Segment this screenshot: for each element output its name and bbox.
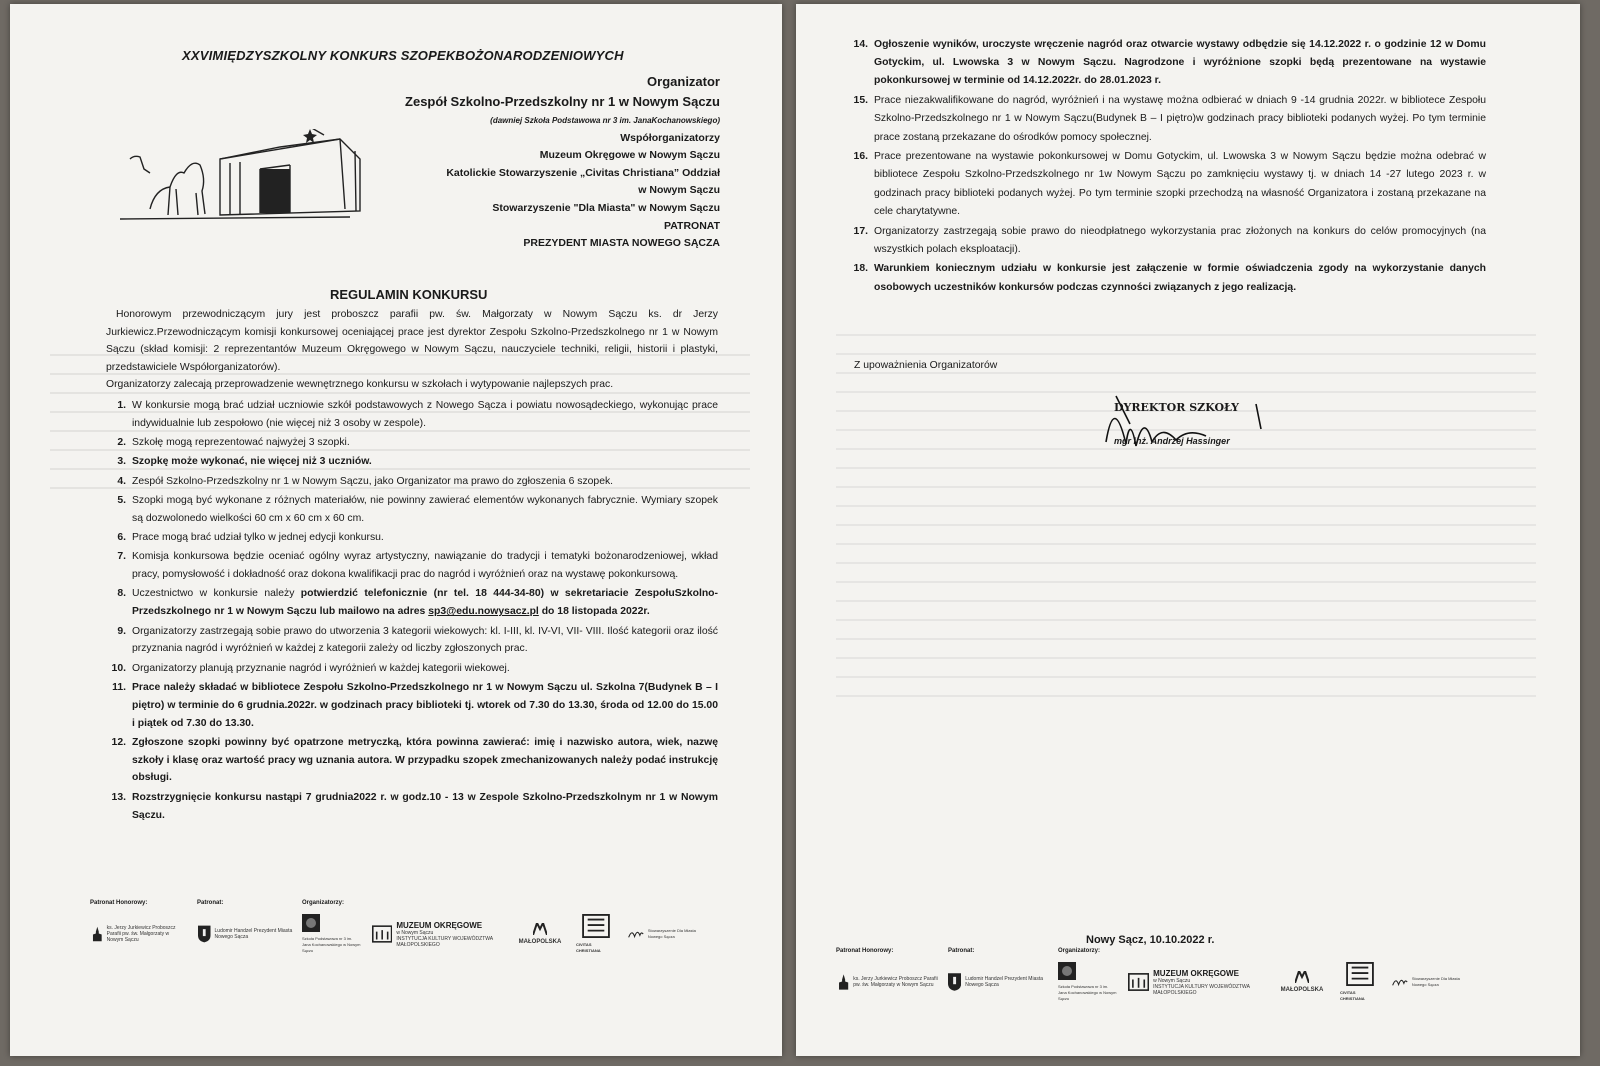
school-emblem-icon	[1058, 962, 1076, 980]
museum-name: MUZEUM OKRĘGOWE	[396, 920, 483, 930]
patronage-footer-label: Patronat:	[948, 948, 975, 954]
school-emblem-icon	[302, 914, 320, 932]
coorganizer-civitas: Katolickie Stowarzyszenie „Civitas Christiana” Oddział	[446, 166, 720, 179]
museum-subtitle: INSTYTUCJA KULTURY WOJEWÓDZTWA MAŁOPOLSKIEGO	[396, 935, 493, 948]
rule-item	[106, 473, 718, 491]
civitas-icon	[581, 914, 611, 938]
civitas-text: CIVITAS CHRISTIANA	[576, 942, 601, 953]
rule-number: 14.	[853, 39, 868, 50]
rule-text-bold: potwierdzić telefonicznie (nr tel. 18 444-34-80) w sekretariacie ZespołuSzkolno-Przedszkolnego nr 1 w Nowym Sączu lub mailowo na adres	[132, 588, 718, 618]
rule-item-registration	[106, 585, 718, 621]
school-logo	[1058, 962, 1118, 1002]
page-left	[10, 4, 782, 1056]
rule-number: 8.	[117, 588, 126, 600]
rule-number: 13.	[111, 791, 126, 803]
rule-text: Szopkę może wykonać, nie więcej niż 3 uczniów.	[132, 456, 372, 468]
organizers-footer-label: Organizatorzy:	[302, 900, 345, 906]
priest-name: ks. Jerzy Jurkiewicz Proboszcz Parafii pw. św. Małgorzaty w Nowym Sączu	[853, 976, 938, 988]
rule-item	[106, 623, 718, 659]
rule-number: 10.	[111, 662, 126, 674]
jury-paragraph: Honorowym przewodniczącym jury jest proboszcz parafii pw. św. Małgorzaty w Nowym Sączu ks. dr Jerzy Jurkiewicz.Przewodniczącym komisji konkursowej oceniającej prace jest dyrektor Zespołu Szkolno-Przedszkolnego nr 1 w Nowym Sączu (skład komisji: 2 reprezentantów Muzeum Okręgowego w Nowym Sączu, nauczyciele techniki, religii, historii i plastyki, przedstawiciele Współorganizatorów).	[106, 309, 718, 373]
rule-item	[106, 434, 718, 452]
civitas-text: CIVITAS CHRISTIANA	[1340, 990, 1365, 1001]
rule-number: 11.	[112, 681, 126, 693]
church-logo	[92, 914, 187, 954]
signatory-name: mgr inż. Andrzej Hassinger	[1114, 436, 1230, 446]
dla-miasta-text: Stowarzyszenie Dla Miasta Nowego Sącza	[1411, 976, 1460, 987]
museum-city: w Nowym Sączu	[1153, 977, 1191, 984]
rule-number: 2.	[117, 437, 126, 449]
regulations-title: REGULAMIN KONKURSU	[330, 287, 488, 302]
rule-number: 6.	[117, 532, 126, 544]
rule-text: Organizatorzy zastrzegają sobie prawo do nieodpłatnego wykorzystania prac złożonych na konkurs do celów promocyjnych (na wszystkich polach eksploatacji).	[874, 225, 1486, 255]
organizer-label: Organizator	[647, 74, 720, 89]
museum-city: w Nowym Sączu	[396, 929, 434, 936]
rule-item	[848, 260, 1486, 296]
rule-number: 5.	[117, 494, 126, 506]
church-logo	[838, 962, 938, 1002]
rule-item	[848, 223, 1486, 259]
civitas-logo	[1340, 962, 1380, 1002]
rule-item	[106, 529, 718, 547]
rule-item	[106, 679, 718, 732]
nativity-stable-illustration	[110, 129, 370, 229]
rule-text: Organizatorzy planują przyznanie nagród i wyróżnień w każdej kategorii wiekowej.	[132, 662, 510, 674]
school-name: Szkoła Podstawowa nr 3 im. Jana Kochanowskiego w Nowym Sączu	[1058, 984, 1117, 1001]
rule-text: Zespół Szkolno-Przedszkolny nr 1 w Nowym Sączu, jako Organizator ma prawo do zgłoszenia 6 szopek.	[132, 475, 614, 487]
crest-icon	[948, 970, 961, 994]
crest-icon	[198, 922, 211, 946]
church-icon	[838, 967, 849, 997]
rule-text: Organizatorzy zastrzegają sobie prawo do utworzenia 3 kategorii wiekowych: kl. I-III, kl. IV-VI, VII- VIII. Ilość kategorii oraz ilość przyznania nagród i wyróżnień w każdej z kategorii zależy od liczby zgłoszonych prac.	[132, 625, 718, 655]
rule-item	[848, 36, 1486, 91]
malopolska-logo	[510, 914, 570, 954]
coorganizer-museum: Muzeum Okręgowe w Nowym Sączu	[539, 149, 720, 162]
recommendation-paragraph: Organizatorzy zalecają przeprowadzenie wewnętrznego konkursu w szkołach i wytypowanie najlepszych prac.	[106, 379, 614, 391]
rule-number: 9.	[117, 625, 126, 637]
rules-list-right	[848, 36, 1486, 298]
honorary-patronage-label: Patronat Honorowy:	[836, 948, 894, 954]
coorganizer-civitas-city: w Nowym Sączu	[638, 184, 720, 197]
contact-email-link[interactable]: sp3@edu.nowysacz.pl	[428, 606, 539, 618]
president-name: Ludomir Handzel Prezydent Miasta Nowego Sącza	[214, 928, 293, 940]
patronage-name: PREZYDENT MIASTA NOWEGO SĄCZA	[523, 237, 720, 250]
rule-number: 3.	[117, 456, 126, 468]
rule-text: Szopki mogą być wykonane z różnych materiałów, nie powinny zawierać elementów wykonanych fabrycznie. Wymiary szopek są dozwolonedo wielkości 60 cm x 60 cm x 60 cm.	[132, 494, 718, 524]
malopolska-text: MAŁOPOLSKA	[518, 939, 562, 945]
rule-text-deadline: do 18 listopada 2022r.	[538, 606, 650, 618]
museum-subtitle: INSTYTUCJA KULTURY WOJEWÓDZTWA MAŁOPOLSKIEGO	[1153, 983, 1250, 996]
rule-number: 18.	[853, 263, 868, 275]
patronage-footer-label: Patronat:	[197, 900, 224, 906]
rule-number: 7.	[117, 551, 126, 563]
city-crest-logo	[948, 962, 1048, 1002]
museum-name: MUZEUM OKRĘGOWE	[1153, 968, 1239, 978]
rule-item	[848, 148, 1486, 221]
rule-item	[106, 397, 718, 433]
signature	[1096, 384, 1266, 474]
rule-item	[848, 92, 1486, 147]
signature-title: DYREKTOR SZKOŁY	[1114, 401, 1239, 414]
rule-text: Szkołę mogą reprezentować najwyżej 3 szopki.	[132, 437, 350, 449]
rule-text: Zgłoszone szopki powinny być opatrzone metryczką, która powinna zawierać: imię i nazwisko autora, wiek, nazwę szkoły i klasę oraz wartość pracy wg uznania autora. W przypadku szopek zmechanizowanych należy podać instrukcję obsługi.	[132, 736, 718, 784]
rules-list-left	[106, 397, 718, 826]
rule-item	[106, 453, 718, 471]
authorization-line: Z upoważnienia Organizatorów	[854, 360, 998, 371]
civitas-logo	[576, 914, 616, 954]
rule-number: 4.	[117, 475, 126, 487]
rule-number: 15.	[853, 95, 868, 107]
rule-text	[132, 585, 718, 621]
rule-text: Prace mogą brać udział tylko w jednej edycji konkursu.	[132, 532, 384, 544]
rule-text: Prace prezentowane na wystawie pokonkursowej w Domu Gotyckim, ul. Lwowska 3 w Nowym Sączu będzie można odebrać w bibliotece Zespołu Szkolno-Przedszkolnego nr 1w Nowym Sączu po zamknięciu wystawy tj. w dniach 14 -27 lutego 2023 r. w godzinach pracy biblioteki podanych wyżej. Po tym terminie szopki przechodzą na własność Organizatora i zostaną przekazane na cele charytatywne.	[874, 151, 1486, 217]
museum-logo	[372, 914, 507, 954]
rule-item	[106, 789, 718, 825]
museum-icon	[1128, 971, 1149, 993]
malopolska-icon	[1295, 971, 1309, 983]
malopolska-logo	[1272, 962, 1332, 1002]
museum-icon	[372, 923, 392, 945]
rule-item	[106, 734, 718, 787]
dla-miasta-logo	[628, 914, 698, 954]
page-right	[796, 4, 1580, 1056]
dla-miasta-text: Stowarzyszenie Dla Miasta Nowego Sącza	[647, 928, 696, 939]
malopolska-icon	[533, 923, 547, 935]
city-crest-logo	[198, 914, 293, 954]
rule-item	[106, 492, 718, 528]
rule-text: Prace należy składać w bibliotece Zespołu Szkolno-Przedszkolnego nr 1 w Nowym Sączu ul. Szkolna 7(Budynek B – I piętro) w terminie do 6 grudnia.2022r. w godzinach pracy biblioteki tj. wtorek od 7.30 do 13.30, środa od 12.00 do 15.00 i piątek od 7.30 do 13.30.	[132, 681, 718, 729]
malopolska-text: MAŁOPOLSKA	[1280, 987, 1324, 993]
church-icon	[92, 919, 103, 949]
rule-number: 17.	[853, 225, 868, 237]
rule-text-part: Uczestnictwo w konkursie należy	[132, 588, 301, 600]
rule-text: Komisja konkursowa będzie oceniać ogólny wyraz artystyczny, nawiązanie do tradycji i tematyki bożonarodzeniowej, wkład pracy, pomysłowość i dokładność oraz dokona kwalifikacji prac do nagród i wyróżnień oraz na wystawę pokonkursową.	[132, 551, 718, 581]
organizers-block	[405, 72, 720, 253]
rule-number: 1.	[117, 400, 126, 411]
school-name: Szkoła Podstawowa nr 3 im. Jana Kochanowskiego w Nowym Sączu	[302, 936, 361, 953]
rule-item	[106, 660, 718, 678]
priest-name: ks. Jerzy Jurkiewicz Proboszcz Parafii pw. św. Małgorzaty w Nowym Sączu	[106, 925, 176, 943]
place-and-date: Nowy Sącz, 10.10.2022 r.	[1086, 934, 1215, 946]
museum-logo	[1128, 962, 1268, 1002]
rule-text: Warunkiem koniecznym udziału w konkursie jest załączenie w formie oświadczenia zgody na wykorzystanie danych osobowych uczestników konkursów podczas czynności związanych z jego realizacją.	[874, 263, 1486, 293]
organizers-footer-label: Organizatorzy:	[1058, 948, 1101, 954]
organizer-former-name: (dawniej Szkoła Podstawowa nr 3 im. JanaKochanowskiego)	[490, 116, 720, 125]
signature-logo-icon	[1392, 972, 1408, 992]
footer-logos-left	[90, 900, 710, 970]
intro-paragraph	[106, 306, 718, 394]
coorganizers-label: Współorganizatorzy	[620, 131, 720, 144]
contest-title: XXVIMIĘDZYSZKOLNY KONKURS SZOPEKBOŻONARODZENIOWYCH	[182, 48, 624, 63]
rule-text: Prace niezakwalifikowane do nagród, wyróżnień i na wystawę można odbierać w dniach 9 -14 grudnia 2022r. w bibliotece Zespołu Szkolno-Przedszkolnego nr 1 w Nowym Sączu(Budynek B – I piętro)w godzinach pracy biblioteki podanych wyżej. Po tym terminie prace zostaną przekazane do ośrodków pomocy społecznej.	[874, 95, 1486, 143]
school-logo	[302, 914, 362, 954]
civitas-icon	[1345, 962, 1375, 986]
rule-number: 12.	[111, 736, 126, 748]
organizer-name: Zespół Szkolno-Przedszkolny nr 1 w Nowym Sączu	[405, 94, 720, 109]
rule-text: Rozstrzygnięcie konkursu nastąpi 7 grudnia2022 r. w godz.10 - 13 w Zespole Szkolno-Przedszkolnym nr 1 w Nowym Sączu.	[132, 791, 718, 821]
patronage-label: PATRONAT	[664, 219, 720, 232]
rule-text: W konkursie mogą brać udział uczniowie szkół podstawowych z Nowego Sącza i powiatu nowosądeckiego, wykonując prace indywidualnie lub zespołowo (nie więcej niż 3 osoby w zespole).	[132, 400, 718, 429]
footer-logos-right	[836, 948, 1460, 1018]
rule-number: 16.	[853, 151, 868, 163]
rule-text: Ogłoszenie wyników, uroczyste wręczenie nagród oraz otwarcie wystawy odbędzie się 14.12.2022 r. o godzinie 12 w Domu Gotyckim, ul. Lwowska 3 w Nowym Sączu. Nagrodzone i wyróżnione szopki będą prezentowane na wystawie pokonkursowej w terminie od 14.12.2022r. do 28.01.2023 r.	[874, 39, 1486, 87]
rule-item	[106, 548, 718, 584]
coorganizer-dla-miasta: Stowarzyszenie "Dla Miasta" w Nowym Sączu	[492, 201, 720, 214]
president-name: Ludomir Handzel Prezydent Miasta Nowego Sącza	[965, 976, 1044, 988]
signature-logo-icon	[628, 924, 644, 944]
honorary-patronage-label: Patronat Honorowy:	[90, 900, 148, 906]
dla-miasta-logo	[1392, 962, 1462, 1002]
